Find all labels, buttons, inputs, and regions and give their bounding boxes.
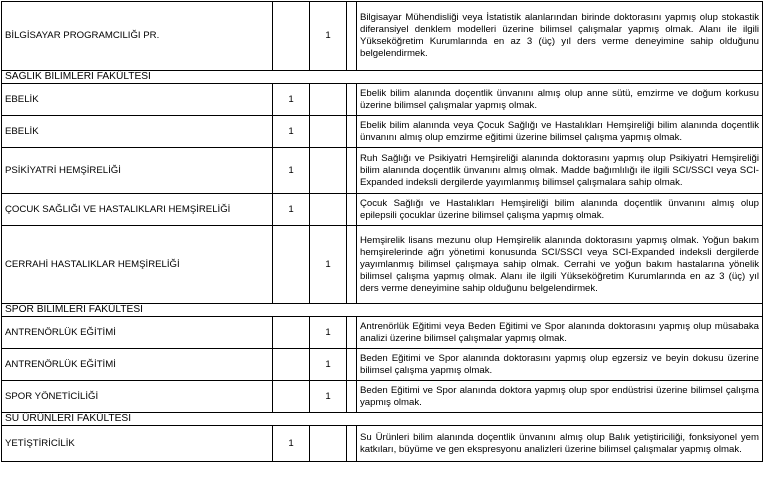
faculty-header-row	[2, 413, 763, 426]
table-row	[2, 194, 763, 226]
positions-table	[1, 1, 763, 462]
department-name: EBELİK	[2, 84, 273, 116]
department-name: CERRAHİ HASTALIKLAR HEMŞİRELİĞİ	[2, 226, 273, 304]
professor-count: 1	[273, 116, 310, 148]
associate-professor-count: 1	[310, 2, 347, 71]
associate-professor-count	[310, 84, 347, 116]
professor-count: 1	[273, 84, 310, 116]
faculty-header-row	[2, 304, 763, 317]
empty-cell	[347, 317, 357, 349]
faculty-name: SAĞLIK BİLİMLERİ FAKÜLTESİ	[2, 71, 763, 84]
department-name: ANTRENÖRLÜK EĞİTİMİ	[2, 317, 273, 349]
professor-count: 1	[273, 426, 310, 462]
professor-count	[273, 349, 310, 381]
requirement-text: Ruh Sağlığı ve Psikiyatri Hemşireliği alanında doktorasını yapmış olup Psikiyatri Hemşireliği bilim alanında doçentlik ünvanını almış olmak. Madde bağımlılığı ile ilgili SCI/SSCI veya SCI-Expanded indeksli dergilerde yayımlanmış bilimsel çalışmalara sahip olmak.	[357, 148, 763, 194]
department-name: SPOR YÖNETİCİLİĞİ	[2, 381, 273, 413]
associate-professor-count: 1	[310, 317, 347, 349]
table-row	[2, 226, 763, 304]
table-row	[2, 116, 763, 148]
requirement-text: Beden Eğitimi ve Spor alanında doktorasını yapmış olup egzersiz ve beyin dokusu üzerine bilimsel çalışma yapmış olmak.	[357, 349, 763, 381]
empty-cell	[347, 426, 357, 462]
associate-professor-count: 1	[310, 349, 347, 381]
department-name: ÇOCUK SAĞLIĞI VE HASTALIKLARI HEMŞİRELİĞİ	[2, 194, 273, 226]
professor-count	[273, 226, 310, 304]
empty-cell	[347, 381, 357, 413]
associate-professor-count	[310, 116, 347, 148]
faculty-header-row	[2, 71, 763, 84]
table-row	[2, 84, 763, 116]
department-name: PSİKİYATRİ HEMŞİRELİĞİ	[2, 148, 273, 194]
associate-professor-count	[310, 426, 347, 462]
requirement-text: Çocuk Sağlığı ve Hastalıkları Hemşireliği bilim alanında doçentlik ünvanını almış olup epilepsili çocuklar üzerine bilimsel çalışma yapmış olmak.	[357, 194, 763, 226]
professor-count	[273, 317, 310, 349]
empty-cell	[347, 2, 357, 71]
department-name: BİLGİSAYAR PROGRAMCILIĞI PR.	[2, 2, 273, 71]
department-name: ANTRENÖRLÜK EĞİTİMİ	[2, 349, 273, 381]
empty-cell	[347, 194, 357, 226]
table-row	[2, 349, 763, 381]
requirement-text: Ebelik bilim alanında veya Çocuk Sağlığı ve Hastalıkları Hemşireliği bilim alanında doçentlik ünvanını almış olup emzirme eğitimi üzerine bilimsel çalışma yapmış olmak.	[357, 116, 763, 148]
empty-cell	[347, 349, 357, 381]
requirement-text: Antrenörlük Eğitimi veya Beden Eğitimi ve Spor alanında doktorasını yapmış olup müsabaka analizi üzerine bilimsel çalışmalar yapmış olmak.	[357, 317, 763, 349]
requirement-text: Ebelik bilim alanında doçentlik ünvanını almış olup anne sütü, emzirme ve doğum korkusu üzerine bilimsel çalışmalar yapmış olmak.	[357, 84, 763, 116]
empty-cell	[347, 116, 357, 148]
professor-count	[273, 2, 310, 71]
requirement-text: Su Ürünleri bilim alanında doçentlik ünvanını almış olup Balık yetiştiriciliği, fonksiyonel yem katkıları, büyüme ve gen ekspresyonu analizleri üzerine bilimsel çalışmalar yapmış olmak.	[357, 426, 763, 462]
empty-cell	[347, 84, 357, 116]
table-row	[2, 426, 763, 462]
requirement-text: Beden Eğitimi ve Spor alanında doktora yapmış olup spor endüstrisi üzerine bilimsel çalışma yapmış olmak.	[357, 381, 763, 413]
associate-professor-count: 1	[310, 226, 347, 304]
faculty-name: SU ÜRÜNLERİ FAKÜLTESİ	[2, 413, 763, 426]
associate-professor-count	[310, 194, 347, 226]
department-name: YETİŞTİRİCİLİK	[2, 426, 273, 462]
faculty-name: SPOR BİLİMLERİ FAKÜLTESİ	[2, 304, 763, 317]
table-row	[2, 148, 763, 194]
table-row	[2, 381, 763, 413]
professor-count: 1	[273, 148, 310, 194]
associate-professor-count	[310, 148, 347, 194]
professor-count: 1	[273, 194, 310, 226]
requirement-text: Hemşirelik lisans mezunu olup Hemşirelik alanında doktorasını yapmış olmak. Yoğun bakım hemşirelerinde ağrı yönetimi konusunda SCI/SSCI veya SCI-Expanded indeksli dergilerde yayımlanmış bilimsel çalışmaya sahip olmak. Cerrahi ve yoğun bakım hastalarına yönelik bilimsel çalışma yapmış olmak. Alanı ile ilgili Yükseköğretim Kurumlarında en az 3 (üç) yıl ders verme deneyimine sahip olduğunu belgelendirmek.	[357, 226, 763, 304]
department-name: EBELİK	[2, 116, 273, 148]
empty-cell	[347, 148, 357, 194]
table-row	[2, 2, 763, 71]
associate-professor-count: 1	[310, 381, 347, 413]
professor-count	[273, 381, 310, 413]
requirement-text: Bilgisayar Mühendisliği veya İstatistik alanlarından birinde doktorasını yapmış olup stokastik diferansiyel denklem modelleri üzerine bilimsel çalışmalar yapmış olmak. Alanı ile ilgili Yükseköğretim Kurumlarında en az 3 (üç) yıl ders verme deneyimine sahip olduğunu belgelendirmek.	[357, 2, 763, 71]
table-row	[2, 317, 763, 349]
empty-cell	[347, 226, 357, 304]
